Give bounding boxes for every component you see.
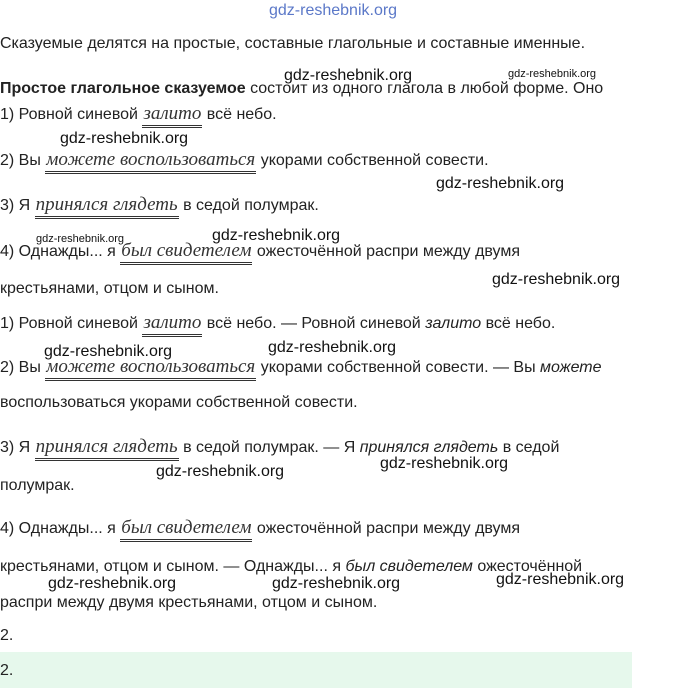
example-3-before: 3) Я xyxy=(0,197,35,214)
answer-1-after: всё небо. — Ровной синевой xyxy=(202,315,426,332)
watermark: gdz-reshebnik.org xyxy=(60,130,189,147)
example-2-predicate: можете воспользоваться xyxy=(45,149,256,174)
example-3-after: в седой полумрак. xyxy=(178,197,319,214)
example-4-line2: крестьянами, отцом и сыном. xyxy=(0,280,219,297)
definition-rest: состоит из одного глагола в любой форме. Оно xyxy=(245,80,604,97)
example-3 xyxy=(0,194,319,217)
answer-4-line3: распри между двумя крестьянами, отцом и сыном. xyxy=(0,594,378,611)
answer-4-after: ожесточённой распри между двумя xyxy=(252,520,521,537)
answer-4-before: 4) Однажды... я xyxy=(0,520,121,537)
example-4-predicate: был свидетелем xyxy=(120,240,252,265)
answer-1-before: 1) Ровной синевой xyxy=(0,315,143,332)
watermark: gdz-reshebnik.org xyxy=(212,227,341,244)
watermark: gdz-reshebnik.org xyxy=(156,463,285,480)
watermark: gdz-reshebnik.org xyxy=(496,571,625,588)
example-1-after: всё небо. xyxy=(202,106,277,123)
watermark-top: gdz-reshebnik.org xyxy=(269,2,398,19)
highlighted-row xyxy=(0,652,632,688)
example-1-before: 1) Ровной синевой xyxy=(0,106,143,123)
answer-1-italic: залито xyxy=(425,315,482,332)
example-2-after: укорами собственной совести. xyxy=(256,152,489,169)
answer-4-italic: был свидетелем xyxy=(345,558,473,575)
section-number: 2. xyxy=(0,627,14,644)
example-4-before: 4) Однажды... я xyxy=(0,243,121,260)
answer-3-before: 3) Я xyxy=(0,439,35,456)
watermark: gdz-reshebnik.org xyxy=(272,575,401,592)
watermark: gdz-reshebnik.org xyxy=(48,575,177,592)
answer-1-tail: всё небо. xyxy=(481,315,556,332)
watermark: gdz-reshebnik.org xyxy=(436,175,565,192)
answer-1-predicate: залито xyxy=(142,312,202,337)
answer-3-italic: принялся глядеть xyxy=(359,439,499,456)
watermark: gdz-reshebnik.org xyxy=(380,455,509,472)
answer-4-line2-end: ожесточённой xyxy=(472,558,583,575)
definition-term: Простое глагольное сказуемое xyxy=(0,80,246,97)
answer-4-predicate: был свидетелем xyxy=(120,517,252,542)
answer-2-predicate: можете воспользоваться xyxy=(45,356,256,381)
watermark: gdz-reshebnik.org xyxy=(508,68,597,80)
example-1 xyxy=(0,103,277,126)
answer-3-after: в седой полумрак. — Я xyxy=(178,439,360,456)
example-2-before: 2) Вы xyxy=(0,152,46,169)
answer-2-before: 2) Вы xyxy=(0,359,46,376)
answer-3-tail: в седой xyxy=(498,439,560,456)
watermark: gdz-reshebnik.org xyxy=(492,271,621,288)
answer-2-line2: воспользоваться укорами собственной совести. xyxy=(0,394,358,411)
example-1-predicate: залито xyxy=(142,103,202,128)
example-3-predicate: принялся глядеть xyxy=(35,194,179,219)
watermark: gdz-reshebnik.org xyxy=(36,233,125,245)
watermark: gdz-reshebnik.org xyxy=(44,343,173,360)
answer-2-italic: можете xyxy=(540,359,602,376)
answer-1 xyxy=(0,312,555,335)
section-number-highlighted: 2. xyxy=(0,662,14,679)
answer-3-predicate: принялся глядеть xyxy=(35,436,179,461)
watermark: gdz-reshebnik.org xyxy=(284,67,413,84)
answer-4 xyxy=(0,517,520,540)
answer-3-line2: полумрак. xyxy=(0,477,75,494)
answer-4-line2-start: крестьянами, отцом и сыном. — Однажды... я xyxy=(0,558,346,575)
watermark: gdz-reshebnik.org xyxy=(268,339,397,356)
example-4-after: ожесточённой распри между двумя xyxy=(252,243,521,260)
example-2 xyxy=(0,149,489,172)
answer-2-after: укорами собственной совести. — Вы xyxy=(256,359,541,376)
intro-text: Сказуемые делятся на простые, составные глагольные и составные именные. xyxy=(0,35,586,52)
